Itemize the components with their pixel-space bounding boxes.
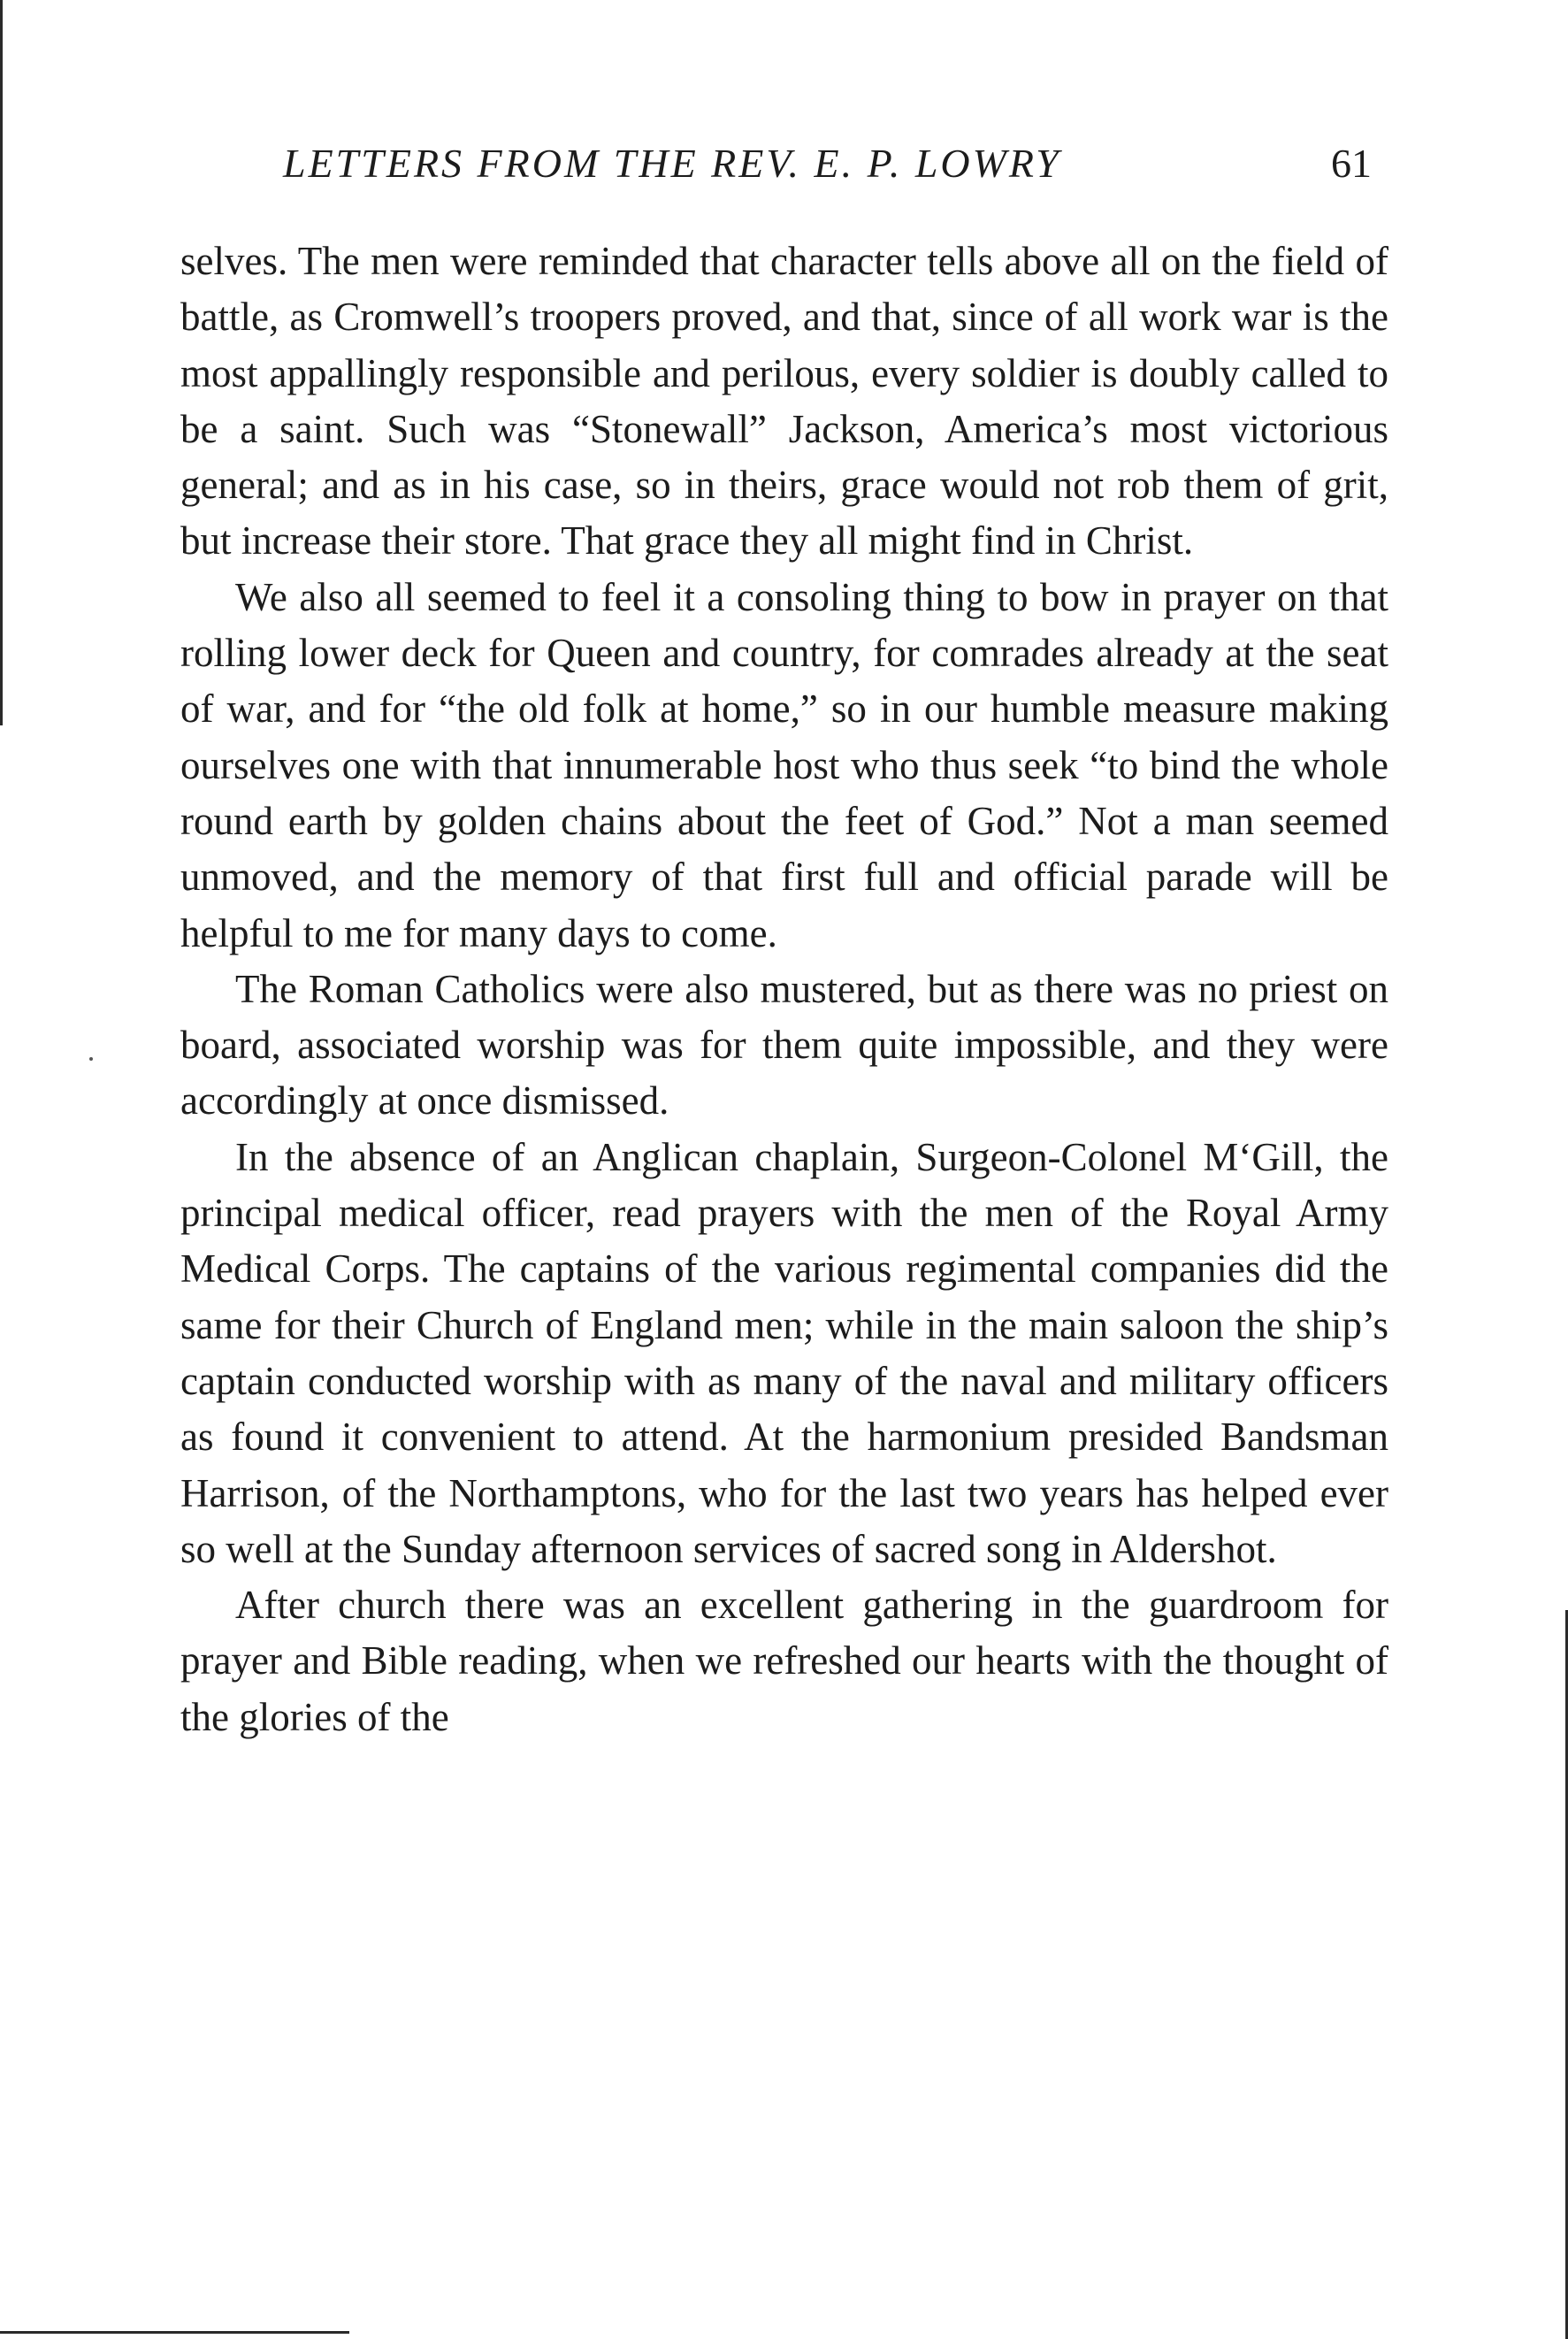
running-title: LETTERS FROM THE REV. E. P. LOWRY bbox=[283, 141, 1061, 186]
paragraph: The Roman Catholics were also mustered, but as there was no priest on board, associated worship was for them quite impossible, and they were accordingly at once dismissed. bbox=[180, 966, 1388, 1123]
scan-edge-left bbox=[0, 0, 3, 725]
paragraph-continuation: selves. The men were reminded that character tells above all on the field of battle, as Cromwell’s troopers proved, and that, since of all work war is the most appallingly responsible and perilous, every soldier is doubly called to be a saint. Such was “Stonewall” Jackson, America’s most victorious general; and as in his case, so in theirs, grace would not rob them of grit, but increase their store. That grace they all might find in Christ. bbox=[180, 239, 1388, 564]
running-head bbox=[177, 133, 1391, 195]
body-text bbox=[180, 234, 1388, 1745]
stray-ink-mark bbox=[89, 1057, 93, 1061]
paragraph: After church there was an excellent gathering in the guardroom for prayer and Bible reading, when we refreshed our hearts with the thought of the glories of the bbox=[180, 1583, 1388, 1739]
page-number: 61 bbox=[1331, 141, 1372, 186]
paragraph: We also all seemed to feel it a consoling thing to bow in prayer on that rolling lower deck for Queen and country, for comrades already at the seat of war, and for “the old folk at home,” so in our humble measure making ourselves one with that innumerable host who thus seek “to bind the whole round earth by golden chains about the feet of God.” Not a man seemed unmoved, and the memory of that first full and official parade will be helpful to me for many days to come. bbox=[180, 574, 1388, 955]
scan-edge-bottom bbox=[0, 2331, 349, 2334]
paragraph: In the absence of an Anglican chaplain, Surgeon-Colonel M‘Gill, the principal medical officer, read prayers with the men of the Royal Army Medical Corps. The captains of the various regimental companies did the same for their Church of England men; while in the main saloon the ship’s captain conducted worship with as many of the naval and military officers as found it convenient to attend. At the harmonium presided Bandsman Harrison, of the Northamptons, who for the last two years has helped ever so well at the Sunday afternoon services of sacred song in Aldershot. bbox=[180, 1134, 1388, 1571]
